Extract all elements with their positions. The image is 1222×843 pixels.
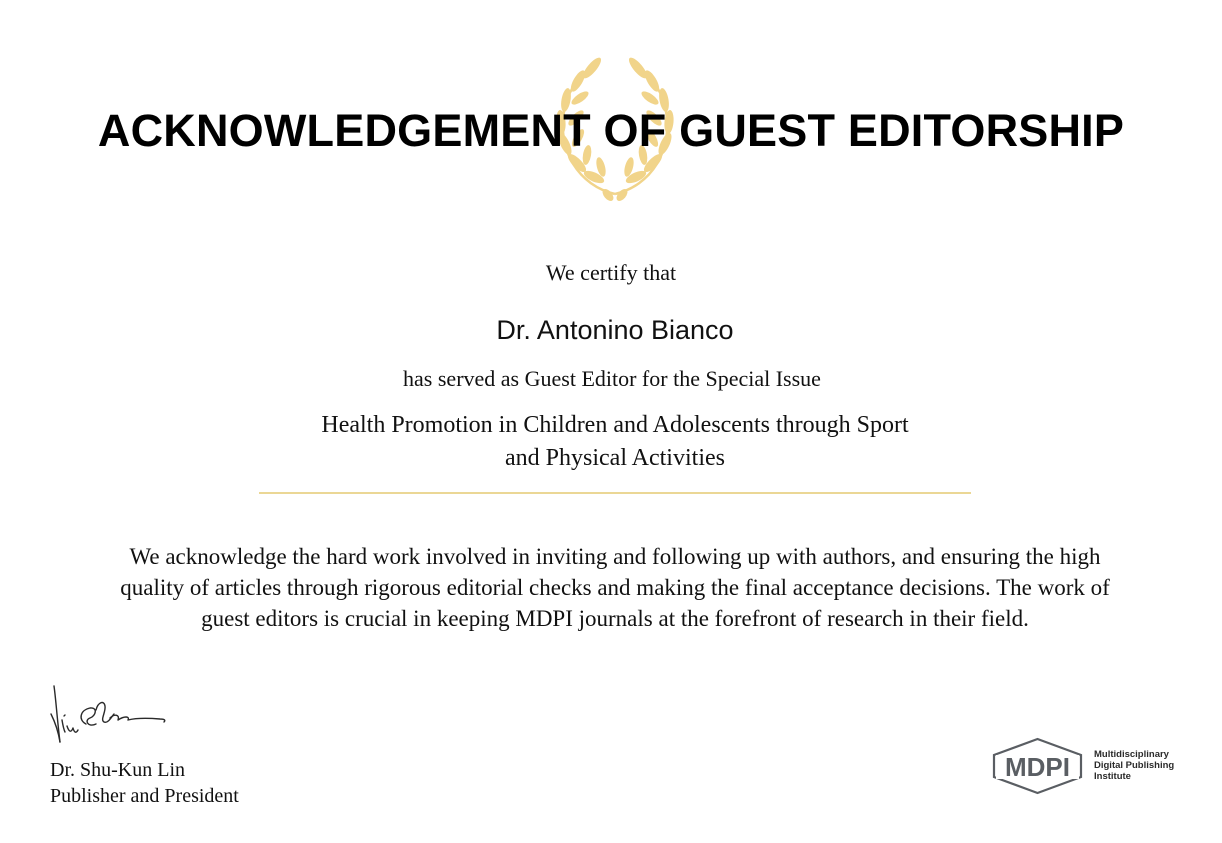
mdpi-hexagon-logo: [990, 737, 1085, 795]
signatory-role: Publisher and President: [50, 785, 239, 807]
acknowledgement-paragraph: [70, 541, 1160, 634]
certify-line: We certify that: [545, 260, 677, 285]
logo-tagline: [1094, 749, 1174, 782]
logo-tagline-line: Multidisciplinary: [1094, 749, 1169, 760]
acknowledgement-line: quality of articles through rigorous editorial checks and making the final acceptance decisions. The work of: [120, 575, 1110, 600]
logo-tagline-line: Institute: [1094, 771, 1131, 782]
signatory-name: Dr. Shu-Kun Lin: [50, 759, 185, 781]
served-line: has served as Guest Editor for the Special Issue: [403, 366, 821, 391]
acknowledgement-line: We acknowledge the hard work involved in inviting and following up with authors, and ensuring the high: [129, 544, 1101, 569]
acknowledgement-line: guest editors is crucial in keeping MDPI journals at the forefront of research in their field.: [201, 606, 1029, 631]
logo-tagline-line: Digital Publishing: [1094, 760, 1175, 771]
recipient-name: Dr. Antonino Bianco: [496, 315, 734, 345]
certificate-title: ACKNOWLEDGEMENT OF GUEST EDITORSHIP: [97, 105, 1125, 156]
special-issue-title-line: and Physical Activities: [505, 445, 725, 471]
gold-divider: [259, 492, 971, 494]
handwritten-signature: [48, 680, 173, 750]
logo-wordmark: MDPI: [1005, 752, 1070, 782]
special-issue-title-line: Health Promotion in Children and Adolescents through Sport: [321, 412, 909, 438]
special-issue-title: [230, 409, 1000, 475]
